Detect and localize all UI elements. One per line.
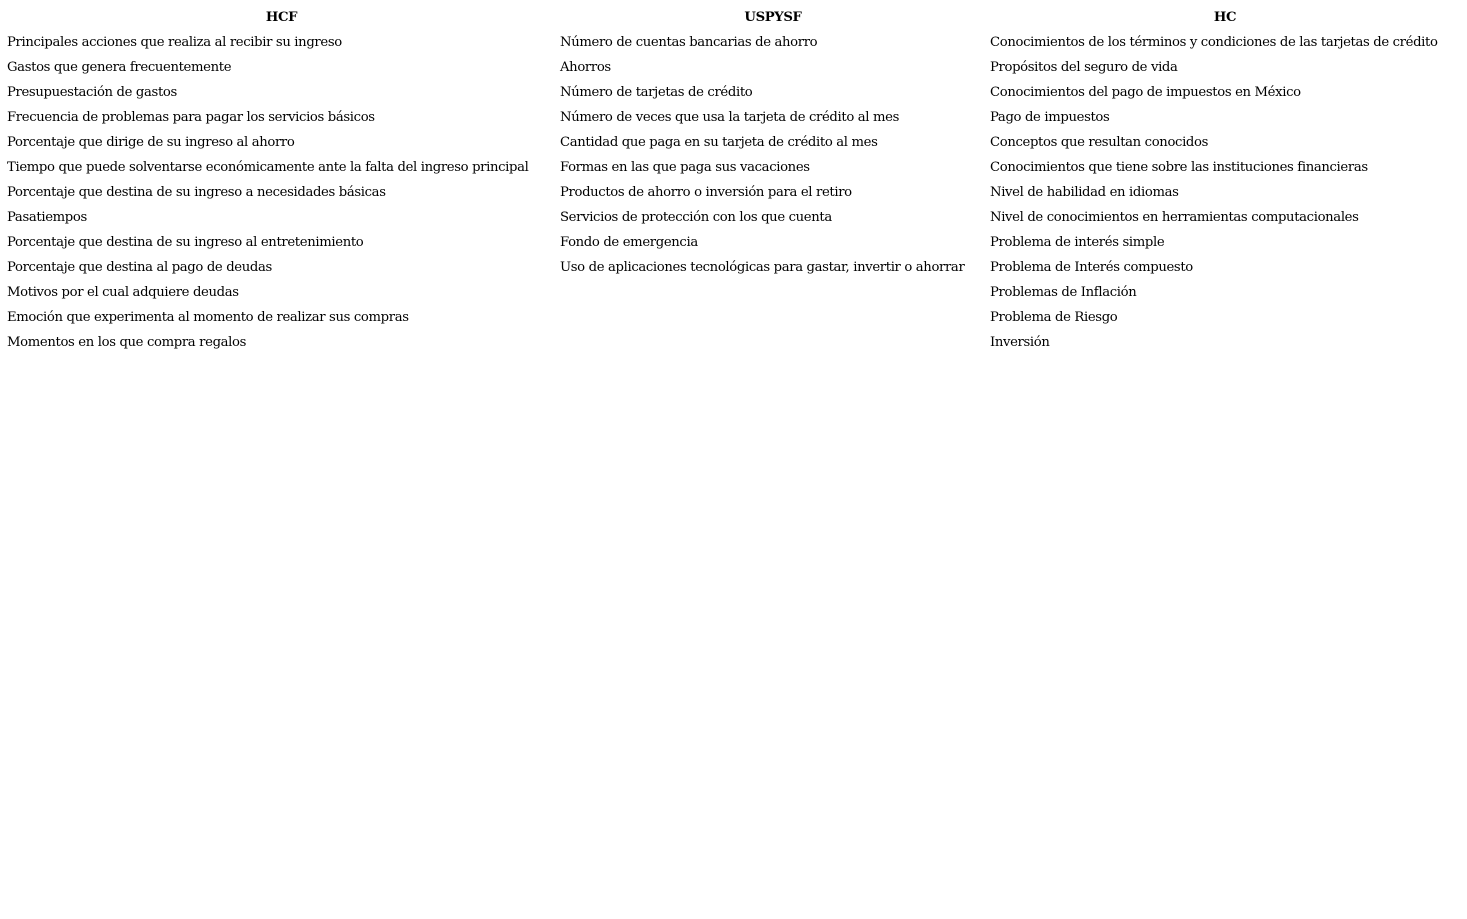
table-cell: Propósitos del seguro de vida [990, 60, 1178, 75]
header-row [5, 5, 1462, 30]
column-header-hc: HC [1213, 10, 1237, 25]
table-cell: Problema de Interés compuesto [990, 260, 1193, 275]
column-header-uspysf: USPYSF [744, 10, 802, 25]
table-cell: Gastos que genera frecuentemente [7, 60, 232, 75]
table-row [5, 230, 1462, 255]
table-row [5, 330, 1462, 355]
column-header-hcf: HCF [265, 10, 298, 25]
table-cell: Conocimientos del pago de impuestos en México [990, 85, 1301, 100]
table-cell: Número de cuentas bancarias de ahorro [560, 35, 818, 50]
table-cell: Nivel de habilidad en idiomas [990, 185, 1179, 200]
table-row [5, 55, 1462, 80]
table-row [5, 180, 1462, 205]
table-cell: Cantidad que paga en su tarjeta de crédito al mes [560, 135, 878, 150]
table-cell [558, 280, 988, 305]
table-row [5, 80, 1462, 105]
table-cell: Nivel de conocimientos en herramientas computacionales [990, 210, 1359, 225]
table-cell: Conceptos que resultan conocidos [990, 135, 1209, 150]
table-row [5, 130, 1462, 155]
table-cell: Porcentaje que destina de su ingreso al entretenimiento [7, 235, 364, 250]
variables-table [5, 5, 1462, 355]
table-row [5, 30, 1462, 55]
table-cell: Frecuencia de problemas para pagar los servicios básicos [7, 110, 375, 125]
table-row [5, 105, 1462, 130]
table-cell: Conocimientos que tiene sobre las instituciones financieras [990, 160, 1368, 175]
table-cell: Inversión [990, 335, 1050, 350]
table-cell: Número de veces que usa la tarjeta de crédito al mes [560, 110, 900, 125]
table-cell: Servicios de protección con los que cuenta [560, 210, 832, 225]
table-cell: Pasatiempos [7, 210, 87, 225]
table-cell: Productos de ahorro o inversión para el retiro [560, 185, 852, 200]
table-cell: Porcentaje que destina al pago de deudas [7, 260, 272, 275]
table-cell: Principales acciones que realiza al recibir su ingreso [7, 35, 342, 50]
table-cell: Emoción que experimenta al momento de realizar sus compras [7, 310, 409, 325]
table-cell: Formas en las que paga sus vacaciones [560, 160, 810, 175]
table-cell: Número de tarjetas de crédito [560, 85, 753, 100]
table-row [5, 205, 1462, 230]
table-row [5, 280, 1462, 305]
table-cell: Conocimientos de los términos y condiciones de las tarjetas de crédito [990, 35, 1438, 50]
table-cell: Porcentaje que dirige de su ingreso al ahorro [7, 135, 295, 150]
table-cell: Problema de interés simple [990, 235, 1165, 250]
table-cell: Uso de aplicaciones tecnológicas para gastar, invertir o ahorrar [560, 260, 965, 275]
table-cell [558, 305, 988, 330]
table-cell: Momentos en los que compra regalos [7, 335, 247, 350]
table-cell [558, 330, 988, 355]
table-cell: Tiempo que puede solventarse económicamente ante la falta del ingreso principal [7, 160, 529, 175]
table-row [5, 305, 1462, 330]
table-cell: Ahorros [560, 60, 611, 75]
table-cell: Fondo de emergencia [560, 235, 698, 250]
table-row [5, 155, 1462, 180]
table-cell: Presupuestación de gastos [7, 85, 177, 100]
table-cell: Porcentaje que destina de su ingreso a necesidades básicas [7, 185, 386, 200]
table-cell: Pago de impuestos [990, 110, 1110, 125]
table-cell: Problema de Riesgo [990, 310, 1118, 325]
table-cell: Problemas de Inflación [990, 285, 1137, 300]
table-cell: Motivos por el cual adquiere deudas [7, 285, 239, 300]
table-row [5, 255, 1462, 280]
